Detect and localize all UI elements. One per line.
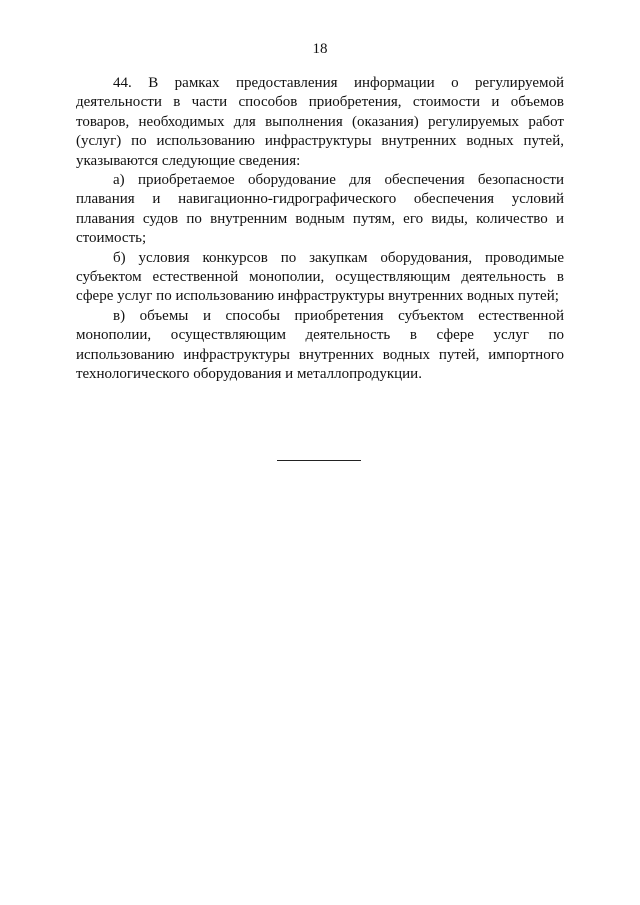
paragraph-44: 44. В рамках предоставления информации о регулируемой деятельности в части способов приобретения, стоимости и объемов товаров, необходимых для выполнения (оказания) регулируемых работ (услуг) по использованию инфраструктуры внутренних водных путей, указываются следующие сведения: [76, 75, 564, 169]
subparagraph-b: б) условия конкурсов по закупкам оборудования, проводимые субъектом естественной монополии, осуществляющим деятельность в сфере услуг по использованию инфраструктуры внутренних водных путей; [76, 249, 564, 305]
page-number: 18 [312, 41, 328, 57]
subparagraph-v: в) объемы и способы приобретения субъектом естественной монополии, осуществляющим деятельность в сфере услуг по использованию инфраструктуры внутренних водных путей, импортного технологического оборудования и металлопродукции. [76, 307, 564, 383]
document-body [76, 74, 564, 385]
end-of-document-line [277, 460, 361, 461]
subparagraph-a: а) приобретаемое оборудование для обеспечения безопасности плавания и навигационно-гидрографического обеспечения условий плавания судов по внутренним водным путям, его виды, количество и стоимость; [76, 172, 564, 247]
